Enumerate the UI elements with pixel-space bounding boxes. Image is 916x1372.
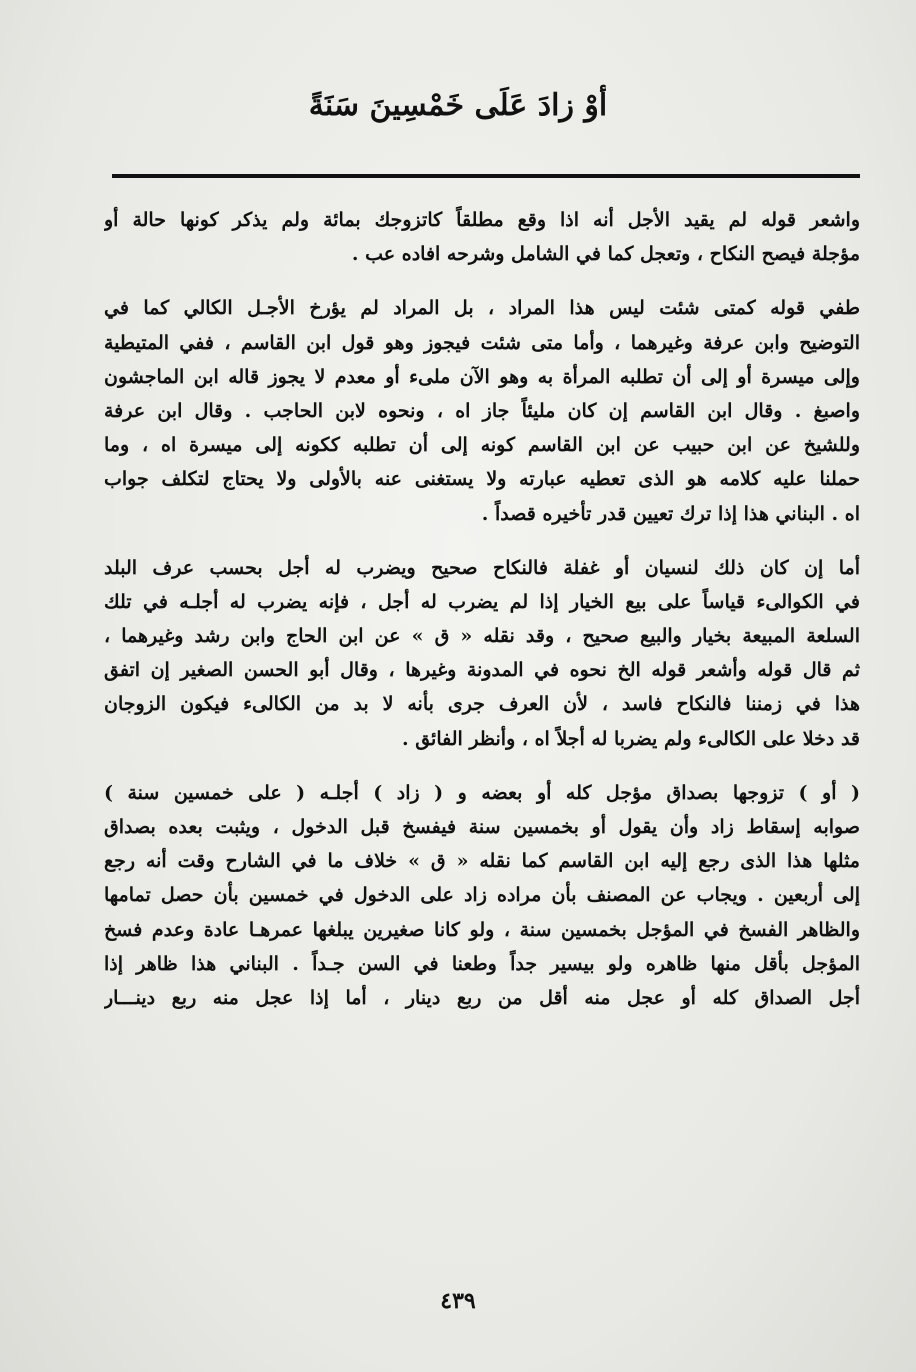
text-line: واشعر قوله لم يقيد الأجل أنه اذا وقع مطلقاً كاتزوجك بمائة ولم يذكر كونها حالة أو <box>104 209 860 231</box>
text-line: المؤجل بأقل منها ظاهره ولو بيسير جداً وطعنا في السن جـداً . البناني هذا ظاهر إذا <box>104 952 860 975</box>
text-line: إلى أربعين . ويجاب عن المصنف بأن مراده زاد على الدخول في خمسين بأن حصل تمامها <box>104 884 860 907</box>
page-title: أوْ زادَ عَلَى خَمْسِينَ سَنَةً <box>308 88 608 123</box>
text-line: في الكوالىء قياساً على بيع الخيار إذا لم يضرب له أجل ، فإنه يضرب له أجلـه في تلك <box>104 590 860 613</box>
paragraph <box>104 776 860 1015</box>
text-line: والظاهر الفسخ في المؤجل بخمسين سنة ، ولو كانا صغيرين يبلغها عمرهـا عادة وعدم فسخ <box>104 918 860 941</box>
text-line: وللشيخ عن ابن حبيب عن ابن القاسم كونه إلى أن تطلبه ككونه إلى ميسرة اه ، وما <box>104 434 860 457</box>
text-line: وإلى ميسرة أو إلى أن تطلبه المرأة به وهو الآن ملىء أو معدم لا يجوز قاله ابن الماجشون <box>104 365 860 388</box>
page-number: ٤٣٩ <box>440 1288 476 1314</box>
text-line: التوضيح وابن عرفة وغيرهما ، وأما متى شئت فيجوز وهو قول ابن القاسم ، ففي المتيطية <box>104 331 860 354</box>
text-line: ثم قال قوله وأشعر قوله الخ نحوه في المدونة وغيرها ، وقال أبو الحسن الصغير إن اتفق <box>104 659 860 682</box>
body-text <box>104 203 860 1015</box>
text-line: ( أو ) تزوجها بصداق مؤجل كله أو بعضه و ( زاد ) أجلـه ( على خمسين سنة ) <box>104 781 860 804</box>
text-line: مثلها هذا الذى رجع إليه ابن القاسم كما نقله « ق » خلاف ما في الشارح وقت أنه رجع <box>104 850 860 873</box>
text-line: أما إن كان ذلك لنسيان أو غفلة فالنكاح صحيح ويضرب له أجل بحسب عرف البلد <box>104 556 860 579</box>
text-line: مؤجلة فيصح النكاح ، وتعجل كما في الشامل وشرحه افاده عب . <box>351 243 860 266</box>
paragraph <box>104 291 860 530</box>
text-line: طفي قوله كمتى شئت ليس هذا المراد ، بل المراد لم يؤرخ الأجـل الكالي كما في <box>104 297 860 320</box>
paragraph <box>104 203 860 271</box>
text-line: صوابه إسقاط زاد وأن يقول أو بخمسين سنة فيفسخ قبل الدخول ، ويثبت بعده بصداق <box>104 816 860 838</box>
text-line: السلعة المبيعة بخيار والبيع صحيح ، وقد نقله « ق » عن ابن الحاج وابن رشد وغيرهما ، <box>104 625 860 648</box>
text-line: هذا في زمننا فالنكاح فاسد ، لأن العرف جرى بأنه لا بد من الكالىء فيكون الزوجان <box>104 693 860 716</box>
text-line: اه . البناني هذا إذا ترك تعيين قدر تأخيره قصداً . <box>481 502 860 525</box>
text-line: حملنا عليه كلامه هو الذى تعطيه عبارته ولا يستغنى عنه بالأولى ولا يحتاج لتكلف جواب <box>104 468 860 491</box>
text-line: أجل الصداق كله أو عجل منه أقل من ربع دينار ، أما إذا عجل منه ربع دينـــار <box>104 986 860 1009</box>
text-line: قد دخلا على الكالىء ولم يضربا له أجلاً اه ، وأنظر الفائق . <box>401 727 860 750</box>
header-rule <box>112 174 860 178</box>
text-line: واصبغ . وقال ابن القاسم إن كان مليئاً جاز اه ، ونحوه لابن الحاجب . وقال ابن عرفة <box>104 399 860 422</box>
paragraph <box>104 551 860 756</box>
